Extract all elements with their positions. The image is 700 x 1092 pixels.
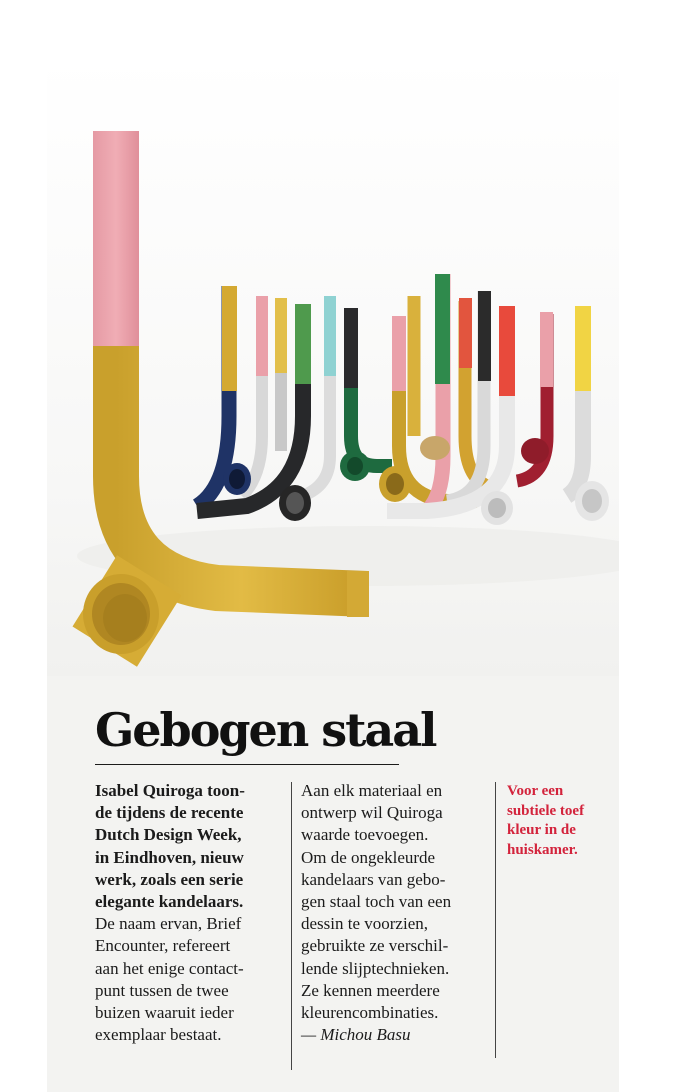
candlestick-sculptures-photo — [47, 56, 619, 676]
column-divider-2 — [495, 782, 496, 1058]
lead-paragraph: Isabel Quiroga toon- de tijdens de recente Dutch Design Week, in Eindhoven, nieuw werk, zoals een serie elegante kandelaars. — [95, 781, 245, 912]
column-divider — [291, 782, 292, 1070]
sidebar-tagline: Voor een subtiele toef kleur in de huiskamer. — [507, 783, 585, 858]
magazine-page — [47, 56, 619, 1092]
headline-divider — [95, 764, 399, 765]
article-column-2 — [301, 780, 491, 1046]
body-paragraph-1: De naam ervan, Brief Encounter, refereert aan het enige contact- punt tussen de twee buizen waaruit ieder exemplaar bestaat. — [95, 914, 244, 1045]
page-title: Gebogen staal — [95, 703, 436, 757]
author-byline: — Michou Basu — [301, 1025, 411, 1045]
photo-illustration — [47, 56, 619, 676]
body-paragraph-2: Aan elk materiaal en ontwerp wil Quiroga waarde toevoegen. Om de ongekleurde kandelaars van gebo- gen staal toch van een dessin te voorzien, gebruikte ze verschil- lende slijptechnieken. Ze kennen meerdere kleurencombinaties. — [301, 781, 452, 1023]
article-column-1 — [95, 780, 287, 1046]
